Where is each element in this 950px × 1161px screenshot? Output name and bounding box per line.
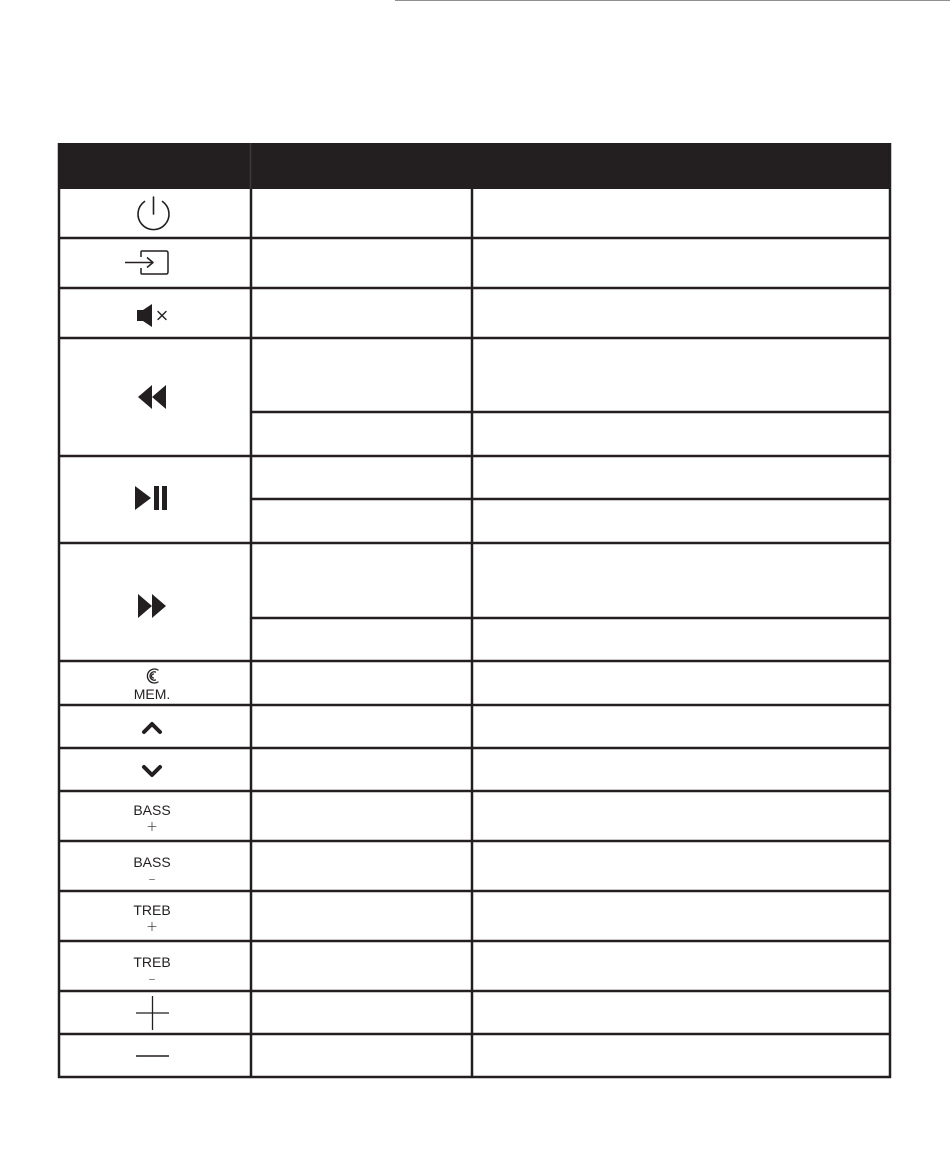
mute-icon <box>137 304 166 327</box>
bass-minus-sign: – <box>148 871 156 887</box>
bass-minus-label: BASS <box>133 854 171 870</box>
treble-plus-sign: + <box>146 919 158 935</box>
fast-forward-icon <box>138 594 166 618</box>
bass-plus-sign: + <box>146 819 158 835</box>
chevron-up-icon <box>144 724 160 732</box>
bass-plus-label: BASS <box>133 802 171 818</box>
play-pause-icon <box>135 486 167 510</box>
memory-icon <box>147 669 158 683</box>
treble-minus-sign: – <box>148 971 156 987</box>
volume-plus-icon <box>136 996 169 1030</box>
rewind-icon <box>138 385 166 409</box>
table-header <box>58 143 891 189</box>
chevron-down-icon <box>144 767 160 775</box>
input-source-icon <box>125 251 168 274</box>
treble-plus-label: TREB <box>133 902 171 918</box>
treble-minus-label: TREB <box>133 954 171 970</box>
power-icon <box>138 197 169 230</box>
memory-label: MEM. <box>133 686 171 702</box>
